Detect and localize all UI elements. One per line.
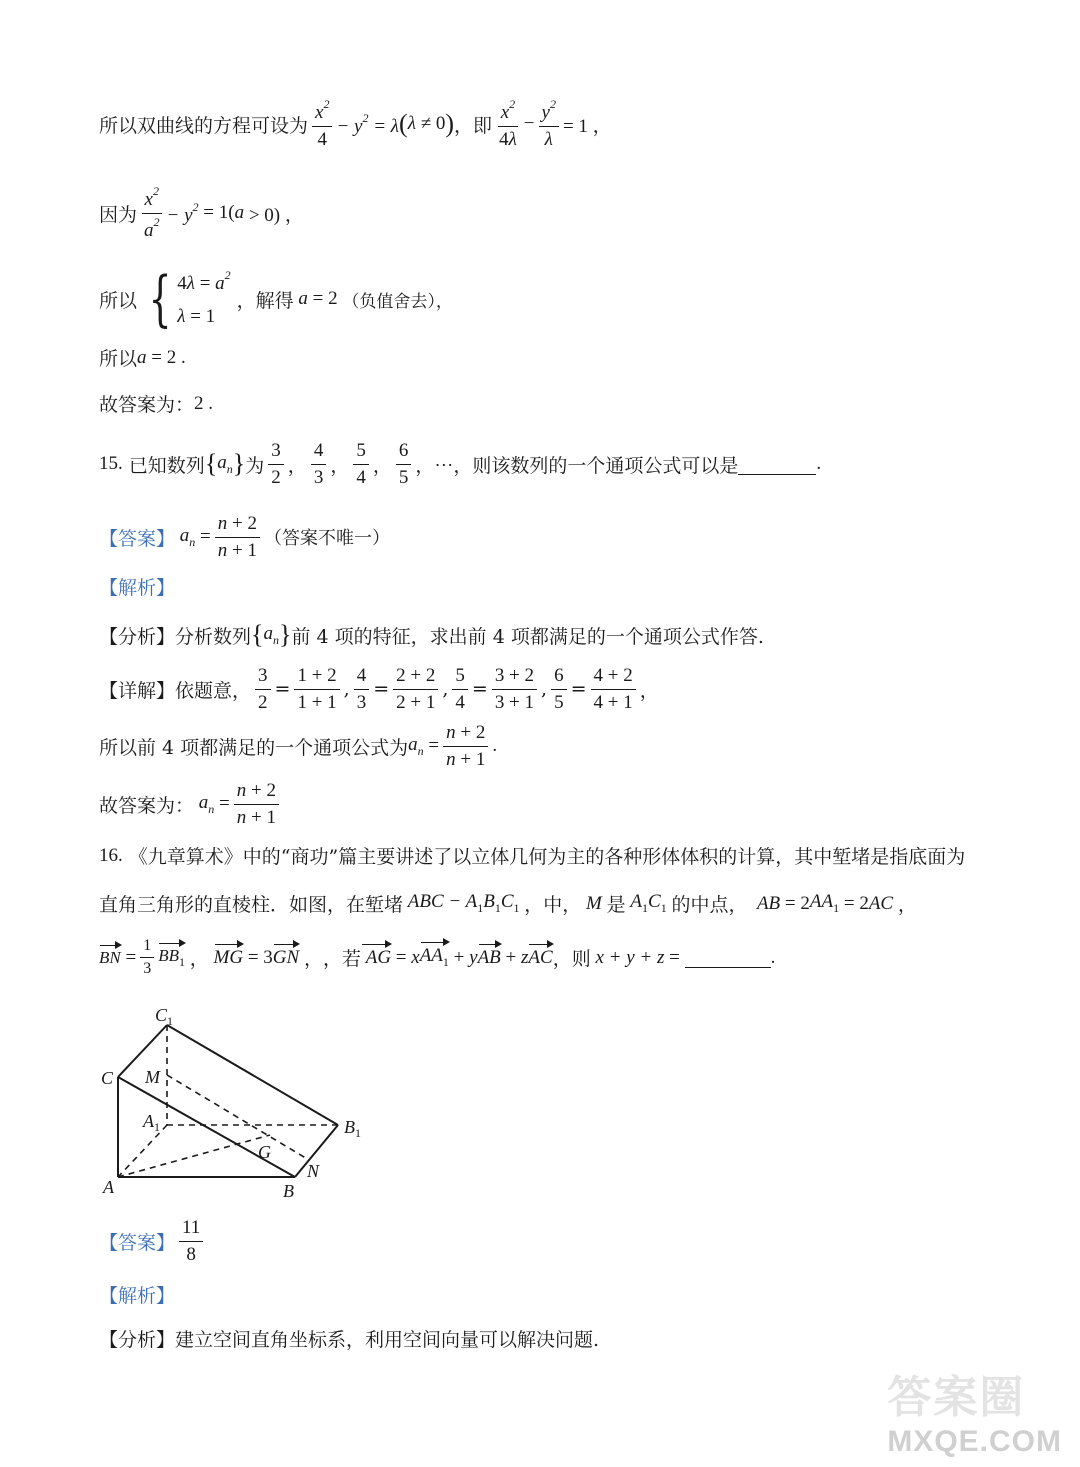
intro-line-3: 所以 { $4\lambda = a^2$ λ = 1 ，解得 a = 2 （负值舍去），: [99, 264, 453, 335]
intro-line-2: 因为 $\frac{x^2}{a^2}$ − $y^2$ = 1( a > 0) ，: [99, 184, 304, 241]
watermark-logo: 答案圈 MXQE.COM: [887, 1373, 1062, 1458]
q15-analysis-tag: 【解析】: [99, 577, 176, 599]
q15-final: 故答案为： $a_n$ = $\frac{n + 2}{n + 1}$: [99, 780, 283, 829]
q15-stem: 15. 已知数列 { $a_n$ } 为 $\frac{3}{2}$ ， $\frac{4}{3}$ ， $\frac{5}{4}$ ， $\frac{6}{5}$ ，⋯，则该数列的一个通项公式可以是 .: [99, 440, 822, 488]
label-c: C: [101, 1068, 114, 1088]
label-b1: $B_1$: [344, 1117, 361, 1140]
q15-xiangjie: 【详解】 依题意， $\frac{3}{2}$ = $\frac{1 + 2}{1 + 1}$ , $\frac{4}{3}$ = $\frac{2 + 2}{2 + 1}$ , $\frac{5}{4}$ = $\frac{3 + 2}{3 + 1}$ , $\frac{6}{5}$ = $\frac{4 + 2}{4 + 1}$ ，: [99, 665, 659, 713]
prism-figure: [95, 1005, 395, 1205]
label-a: A: [103, 1177, 114, 1197]
label-a1: $A_1$: [143, 1111, 160, 1134]
label-b: B: [283, 1181, 294, 1201]
label-c1: $C_1$: [155, 1005, 174, 1028]
edge-c1-b1: [167, 1025, 338, 1125]
q16-analysis-tag: 【解析】: [99, 1285, 176, 1307]
segment-a-g: [118, 1135, 270, 1177]
intro-line-1: 所以双曲线的方程可设为 $\frac{x^2}{4}$ − $y^2 = \lambda$ ( λ ≠ 0 ) ，即 $\frac{x^2}{4\lambda}$ − $\frac{y^2}{\lambda}$ = 1 ，: [99, 97, 612, 150]
intro-line-5: 故答案为： 2 .: [99, 392, 214, 416]
q16-line-3: BN = $\frac{1}{3}$ $BB_1$ ， MG = 3 GN ， ，若 AG = x $AA_1$ + y AB + z AC ，则 x + y + z = .: [99, 937, 776, 978]
q16-fenxi: 【分析】 建立空间直角坐标系，利用空间向量可以解决问题.: [99, 1329, 600, 1351]
label-m: M: [145, 1067, 160, 1087]
label-n: N: [307, 1161, 320, 1181]
q15-answer-blank[interactable]: [738, 454, 816, 475]
q16-answer: 【答案】 $\frac{11}{8}$: [99, 1217, 207, 1266]
q15-answer: 【答案】 $a_n$ = $\frac{n + 2}{n + 1}$ （答案不唯一）: [99, 513, 390, 561]
q16-answer-blank[interactable]: [685, 947, 771, 968]
q16-line-2: 直角三角形的直棱柱．如图，在堑堵 ABC − $A_1B_1C_1$ ，中， M 是 $A_1C_1$ 的中点， AB = 2 $AA_1$ = 2 AC ，: [99, 891, 917, 916]
intro-line-4: 所以 a = 2 .: [99, 346, 186, 370]
q15-fenxi: 【分析】 分析数列 { $a_n$ } 前 4 项的特征，求出前 4 项都满足的一个通项公式作答.: [99, 620, 764, 649]
label-g: G: [258, 1142, 271, 1162]
q15-conclusion: 所以前 4 项都满足的一个通项公式为 $a_n$ = $\frac{n + 2}{n + 1}$ .: [99, 722, 498, 770]
q16-line-1: 16. 《九章算术》中的“商功”篇主要讲述了以立体几何为主的各种形体体积的计算，其中堑堵是指底面为: [99, 844, 966, 868]
